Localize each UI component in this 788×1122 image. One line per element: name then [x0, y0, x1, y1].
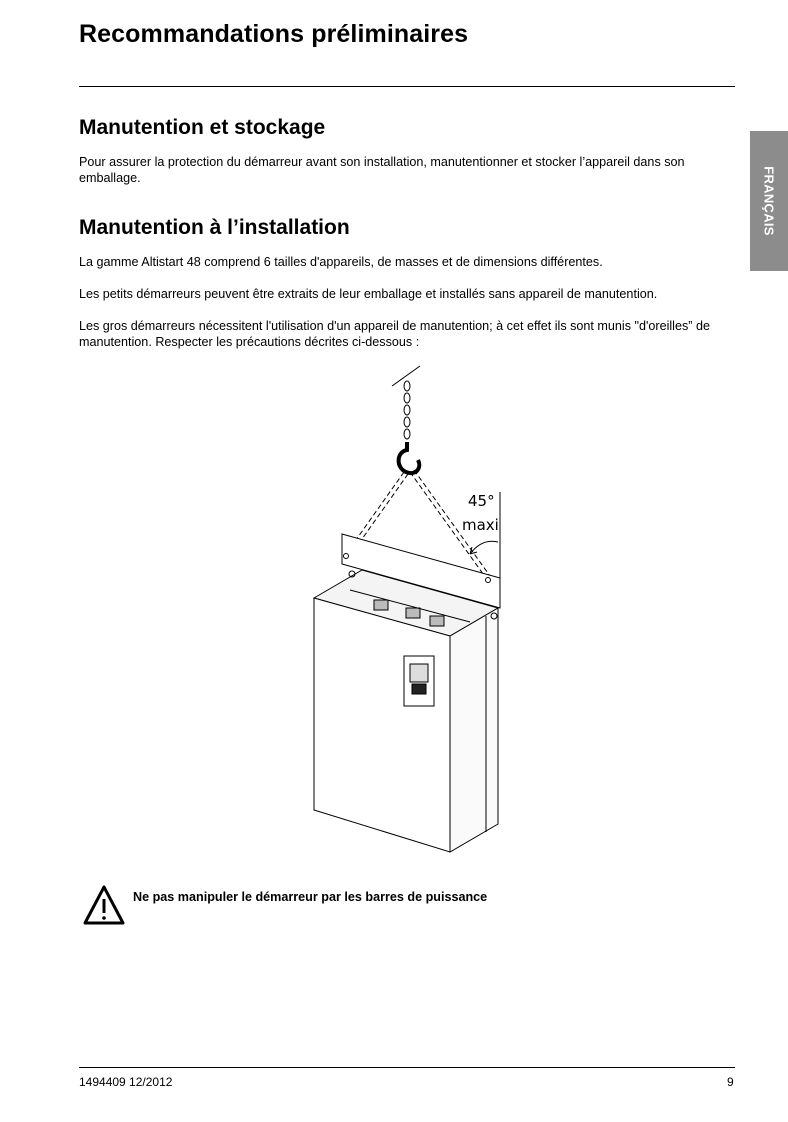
- angle-sublabel: maxi: [462, 516, 499, 534]
- title-divider: [79, 86, 735, 87]
- language-tab: [750, 131, 788, 271]
- section-heading-storage: Manutention et stockage: [79, 116, 326, 139]
- section-heading-installation: Manutention à l’installation: [79, 216, 350, 239]
- lifting-illustration: [300, 364, 520, 864]
- page-title: Recommandations préliminaires: [79, 20, 469, 48]
- language-tab-label: FRANÇAIS: [761, 166, 777, 236]
- installation-paragraph-3: Les gros démarreurs nécessitent l'utilisation d'un appareil de manutention; à cet effet ils sont munis "d'oreilles” de manutention. Respecter les précautions décrites ci-dessous :: [79, 319, 710, 349]
- page-number: 9: [727, 1075, 734, 1089]
- installation-paragraph-1: La gamme Altistart 48 comprend 6 tailles d'appareils, de masses et de dimensions différentes.: [79, 255, 603, 269]
- warning-triangle-icon: [82, 884, 126, 926]
- footer-divider: [79, 1067, 735, 1068]
- installation-paragraph-2: Les petits démarreurs peuvent être extraits de leur emballage et installés sans appareil de manutention.: [79, 287, 658, 301]
- storage-paragraph: Pour assurer la protection du démarreur avant son installation, manutentionner et stocker l’appareil dans son emballage.: [79, 155, 685, 185]
- warning-block: [82, 884, 682, 928]
- vertical-chain: [404, 381, 410, 439]
- document-reference: 1494409 12/2012: [79, 1075, 173, 1089]
- warning-text: Ne pas manipuler le démarreur par les barres de puissance: [133, 890, 488, 904]
- angle-label: 45°: [468, 492, 495, 510]
- hook-icon: [399, 442, 420, 473]
